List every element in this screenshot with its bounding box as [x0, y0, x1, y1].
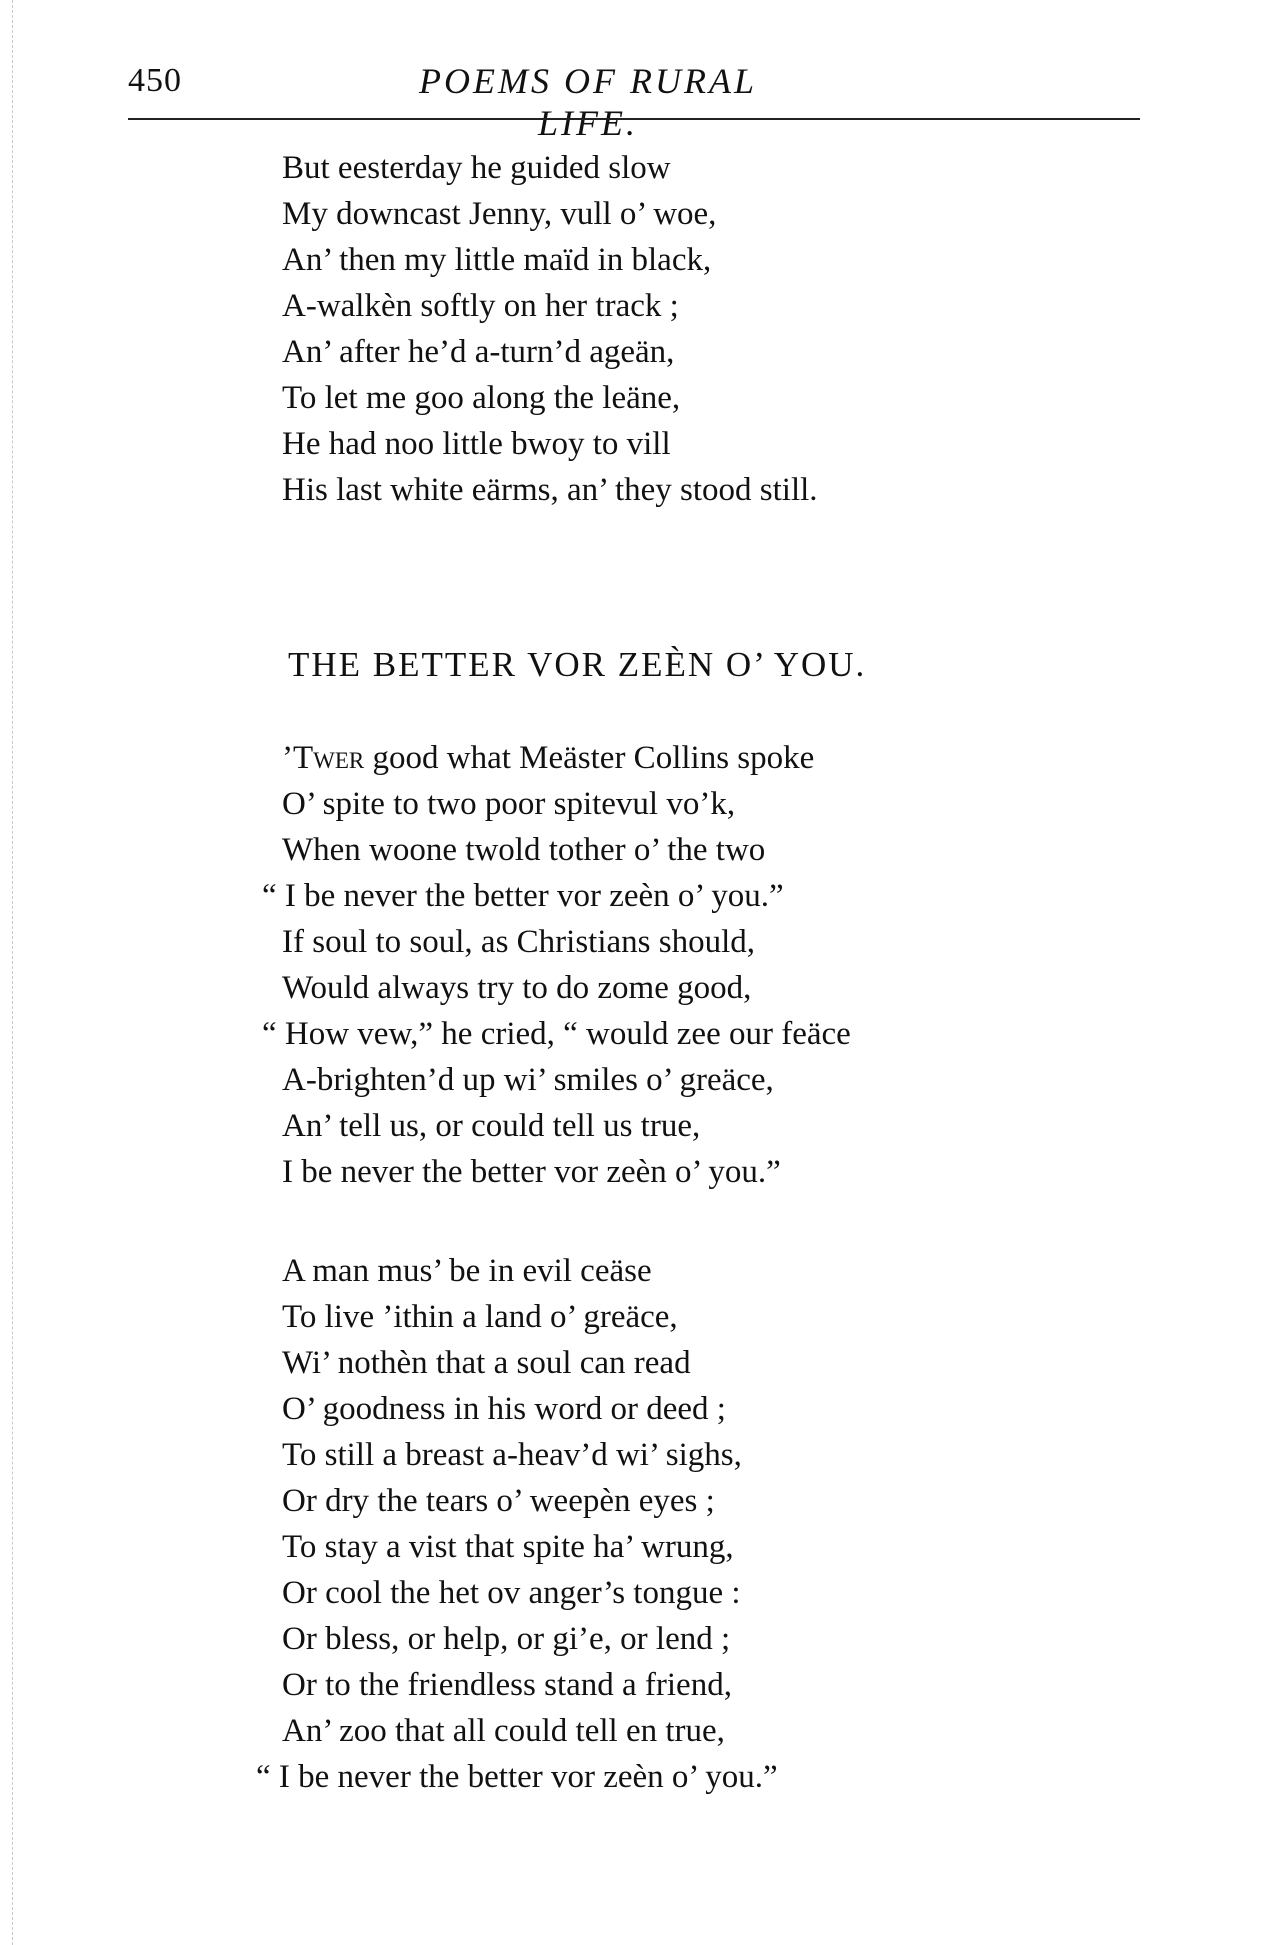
verse-line: To still a breast a-heav’d wi’ sighs, — [282, 1437, 742, 1473]
verse-line: Or dry the tears o’ weepèn eyes ; — [282, 1483, 715, 1519]
verse-line: When woone twold tother o’ the two — [282, 832, 766, 868]
verse-line: O’ spite to two poor spitevul vo’k, — [282, 786, 736, 822]
stanza-1 — [282, 145, 818, 513]
page-number: 450 — [128, 62, 182, 99]
verse-line: An’ then my little maïd in black, — [282, 242, 712, 278]
stanza-2 — [262, 735, 851, 1195]
verse-line: A-walkèn softly on her track ; — [282, 288, 679, 324]
verse-line: To let me goo along the leäne, — [282, 380, 681, 416]
running-header — [128, 58, 1138, 143]
verse-line: My downcast Jenny, vull o’ woe, — [282, 196, 717, 232]
verse-line: An’ after he’d a-turn’d ageän, — [282, 334, 675, 370]
verse-line: His last white eärms, an’ they stood still. — [282, 472, 818, 508]
verse-line: Or cool the het ov anger’s tongue : — [282, 1575, 741, 1611]
verse-line: “ How vew,” he cried, “ would zee our feäce — [262, 1016, 851, 1052]
page-gutter-edge — [12, 0, 13, 1945]
header-rule — [128, 118, 1140, 120]
drop-word: ’Twer — [282, 740, 365, 776]
verse-line: Wi’ nothèn that a soul can read — [282, 1345, 691, 1381]
verse-line: He had noo little bwoy to vill — [282, 426, 671, 462]
verse-line: Or to the friendless stand a friend, — [282, 1667, 732, 1703]
verse-line: Would always try to do zome good, — [282, 970, 752, 1006]
verse-line: To stay a vist that spite ha’ wrung, — [282, 1529, 734, 1565]
running-title: POEMS OF RURAL LIFE. — [419, 61, 757, 143]
verse-line: “ I be never the better vor zeèn o’ you.” — [262, 878, 784, 914]
verse-line: I be never the better vor zeèn o’ you.” — [282, 1154, 781, 1190]
verse-line: But eesterday he guided slow — [282, 150, 671, 186]
verse-line-rest: good what Meäster Collins spoke — [364, 740, 815, 776]
verse-line: A man mus’ be in evil ceäse — [282, 1253, 652, 1289]
stanza-3 — [256, 1248, 778, 1800]
verse-line: To live ’ithin a land o’ greäce, — [282, 1299, 678, 1335]
verse-line: O’ goodness in his word or deed ; — [282, 1391, 726, 1427]
verse-line: An’ tell us, or could tell us true, — [282, 1108, 701, 1144]
verse-line: If soul to soul, as Christians should, — [282, 924, 756, 960]
verse-line: An’ zoo that all could tell en true, — [282, 1713, 725, 1749]
verse-line-first — [282, 735, 851, 781]
verse-line: A-brighten’d up wi’ smiles o’ greäce, — [282, 1062, 774, 1098]
verse-line: “ I be never the better vor zeèn o’ you.” — [256, 1759, 778, 1795]
poem-title: THE BETTER VOR ZEÈN O’ YOU. — [288, 645, 867, 684]
verse-line: Or bless, or help, or gi’e, or lend ; — [282, 1621, 731, 1657]
